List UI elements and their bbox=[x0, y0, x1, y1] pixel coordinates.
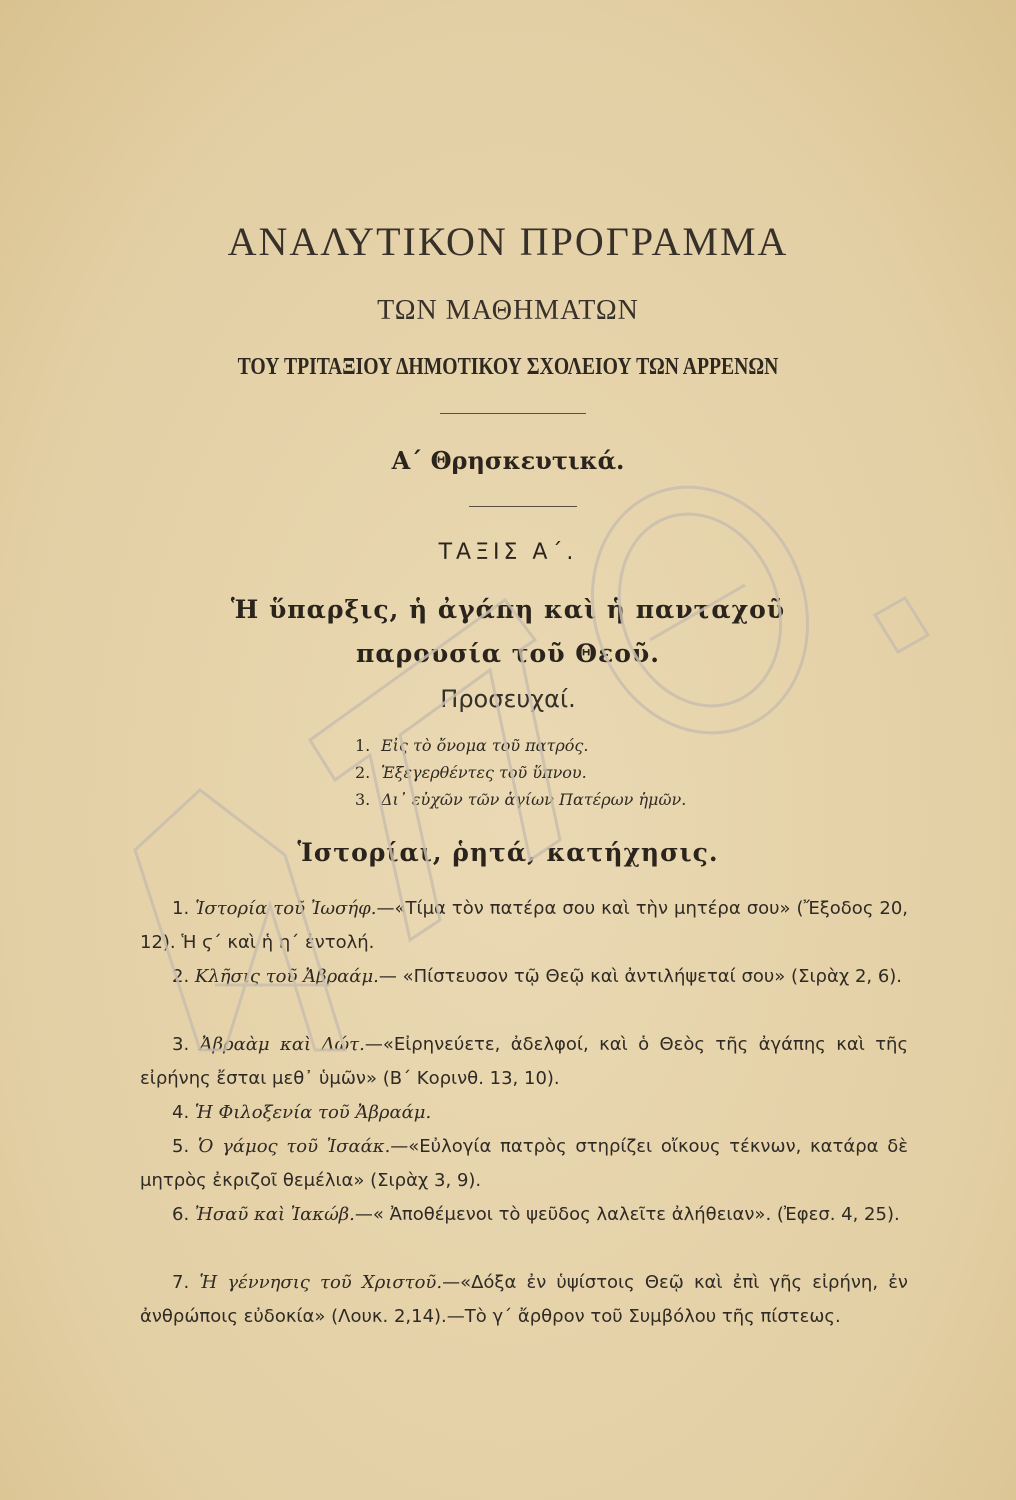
story-number: 4. bbox=[172, 1102, 190, 1123]
prayer-item bbox=[355, 736, 588, 755]
theme-line: Ἡ ὕπαρξις, ἡ ἀγάπη καὶ ἡ πανταχοῦ bbox=[230, 595, 786, 624]
story-item bbox=[140, 1028, 908, 1096]
story-number: 6. bbox=[172, 1204, 190, 1225]
class-label: ΤΑΞΙΣ Α΄. bbox=[438, 540, 578, 565]
prayer-number: 2. bbox=[355, 763, 371, 782]
story-title: Ὁ γάμος τοῦ Ἰσαάκ. bbox=[197, 1136, 391, 1157]
prayers-heading: Προσευχαί. bbox=[440, 685, 576, 713]
section-heading: Α΄ Θρησκευτικά. bbox=[391, 446, 625, 475]
story-title: Ἀβραὰμ καὶ Λώτ. bbox=[199, 1034, 365, 1055]
story-title: Ἡ γέννησις τοῦ Χριστοῦ. bbox=[199, 1272, 443, 1293]
prayer-number: 1. bbox=[355, 736, 371, 755]
story-text: —«Δόξα ἐν ὑψίστοις Θεῷ καὶ ἐπὶ γῆς εἰρήνη, ἐν ἀνθρώποις εὐδοκία» (Λουκ. 2,14).—Τὸ γ΄ ἄρθρον τοῦ Συμβόλου τῆς πίστεως. bbox=[140, 1272, 908, 1327]
story-number: 7. bbox=[172, 1272, 190, 1293]
theme-heading bbox=[0, 588, 1016, 676]
document-subtitle: ΤΩΝ ΜΑΘΗΜΑΤΩΝ bbox=[377, 295, 639, 326]
story-number: 1. bbox=[172, 898, 190, 919]
story-number: 3. bbox=[172, 1034, 190, 1055]
story-text: —«Εὐλογία πατρὸς στηρίζει οἴκους τέκνων, κατάρα δὲ μητρὸς ἐκριζοῖ θεμέλια» (Σιρὰχ 3, 9). bbox=[140, 1136, 908, 1191]
prayer-text: Δι᾽ εὐχῶν τῶν ἁγίων Πατέρων ἡμῶν. bbox=[381, 790, 687, 809]
story-item bbox=[140, 1266, 908, 1334]
story-item bbox=[140, 960, 908, 994]
document-title: ΑΝΑΛΥΤΙΚΟΝ ΠΡΟΓΡΑΜΜΑ bbox=[227, 219, 789, 264]
stories-heading: Ἱστορίαι, ῥητά, κατήχησις. bbox=[297, 838, 719, 867]
story-number: 5. bbox=[172, 1136, 190, 1157]
story-item bbox=[140, 1130, 908, 1198]
story-text: —« Ἀποθέμενοι τὸ ψεῦδος λαλεῖτε ἀλήθειαν». (Ἐφεσ. 4, 25). bbox=[354, 1204, 900, 1225]
story-item bbox=[140, 892, 908, 960]
story-text: —«Εἰρηνεύετε, ἀδελφοί, καὶ ὁ Θεὸς τῆς ἀγάπης καὶ τῆς εἰρήνης ἔσται μεθ᾽ ὑμῶν» (Β΄ Κορινθ. 13, 10). bbox=[140, 1034, 909, 1089]
prayer-text: Ἐξεγερθέντες τοῦ ὕπνου. bbox=[381, 763, 587, 782]
story-item bbox=[140, 1198, 908, 1232]
prayer-text: Εἰς τὸ ὄνομα τοῦ πατρός. bbox=[381, 736, 589, 755]
story-text: — «Πίστευσον τῷ Θεῷ καὶ ἀντιλήψεταί σου» (Σιρὰχ 2, 6). bbox=[378, 966, 903, 987]
theme-line: παρουσία τοῦ Θεοῦ. bbox=[356, 639, 660, 668]
prayer-item bbox=[355, 790, 686, 809]
story-title: Κλῆσις τοῦ Ἀβραάμ. bbox=[194, 966, 379, 987]
story-title: Ἠσαῦ καὶ Ἰακώβ. bbox=[194, 1204, 355, 1225]
story-text: —«Τίμα τὸν πατέρα σου καὶ τὴν μητέρα σου» (Ἔξοδος 20, 12). Ἡ ϛ΄ καὶ ἡ η΄ ἐντολή. bbox=[140, 898, 908, 953]
story-title: Ἱστορία τοῦ Ἰωσήφ. bbox=[195, 898, 377, 919]
prayer-number: 3. bbox=[355, 790, 371, 809]
divider bbox=[440, 413, 586, 414]
story-title: Ἡ Φιλοξενία τοῦ Ἀβραάμ. bbox=[194, 1102, 432, 1123]
story-item bbox=[140, 1096, 908, 1130]
prayer-item bbox=[355, 763, 587, 782]
school-title: ΤΟΥ ΤΡΙΤΑΞΙΟΥ ΔΗΜΟΤΙΚΟΥ ΣΧΟΛΕΙΟΥ ΤΩΝ ΑΡΡΕΝΩΝ bbox=[237, 354, 779, 380]
story-number: 2. bbox=[172, 966, 190, 987]
divider bbox=[469, 506, 577, 507]
